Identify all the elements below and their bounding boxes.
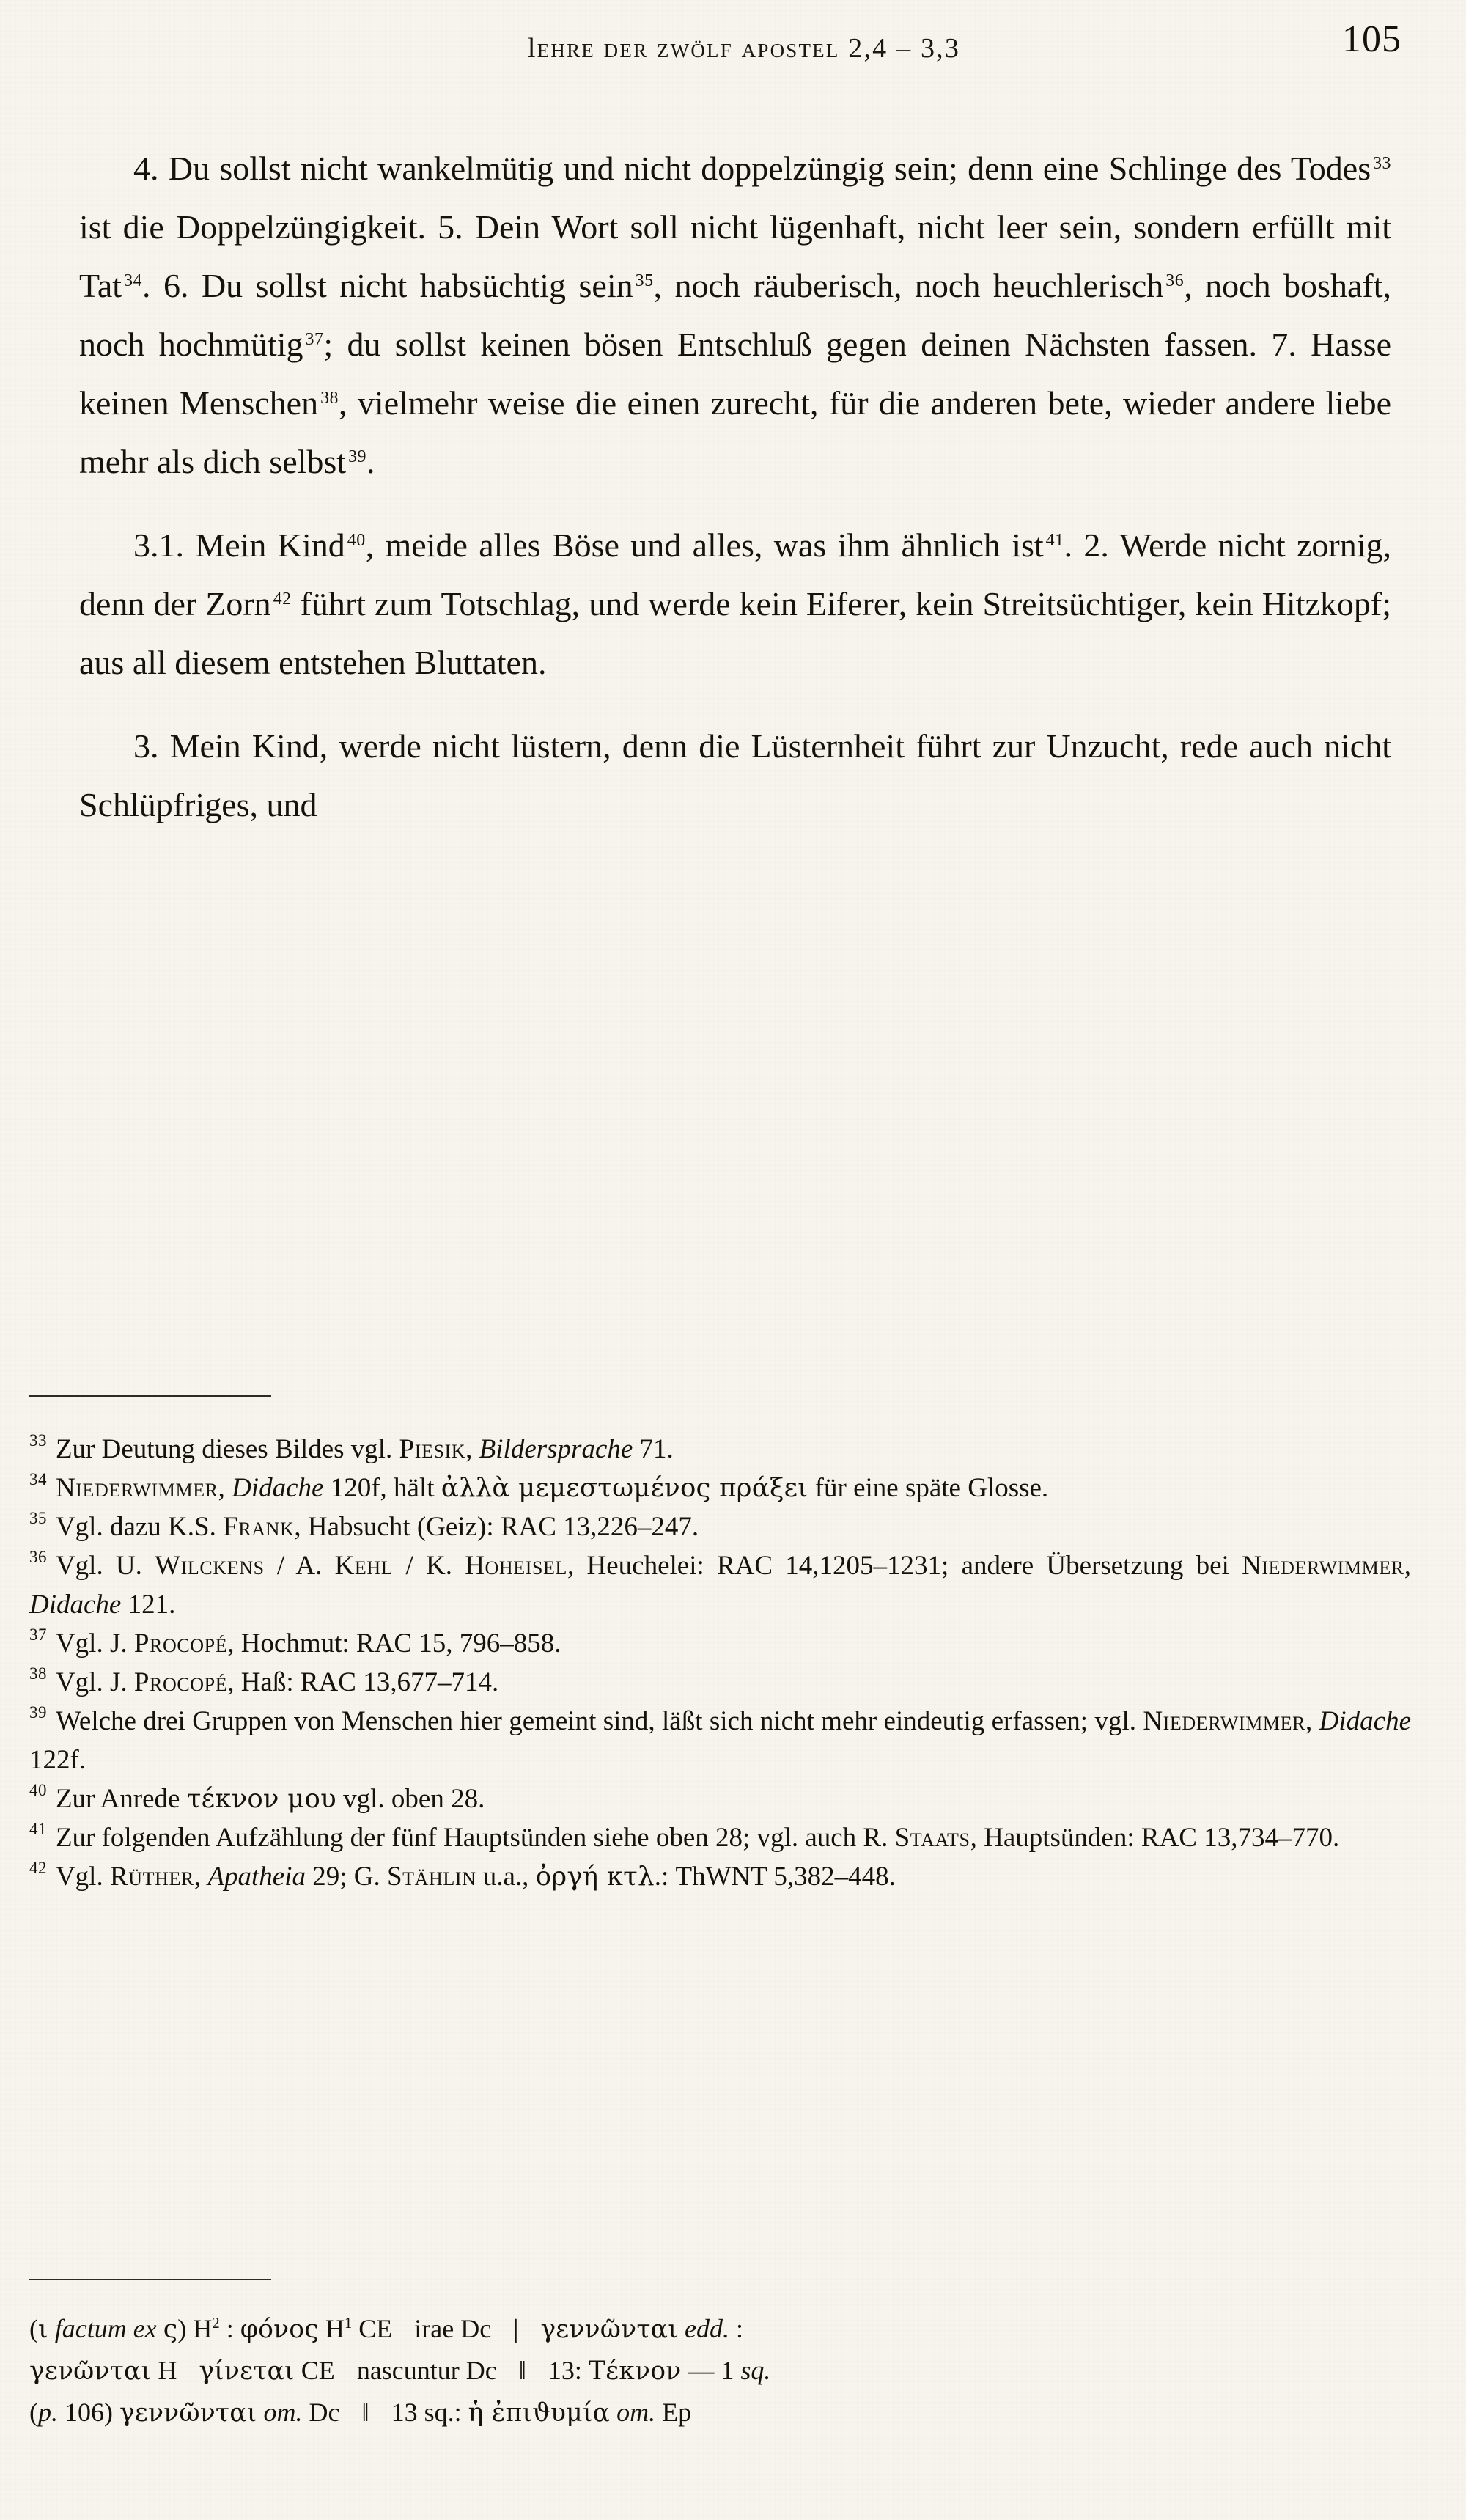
greek-text: γίνεται: [199, 2356, 295, 2386]
italic-title: factum ex: [54, 2314, 157, 2343]
footnote-34: $^{34}$ Niederwimmer, Didache 120f, hält ἀλλὰ μεμεστωμένος πράξει für eine späte Glosse.: [29, 1470, 1049, 1503]
author-name-smallcaps: Staats: [894, 1823, 970, 1853]
italic-title: sq.: [740, 2356, 771, 2385]
greek-text: γεννῶνται: [119, 2398, 257, 2428]
greek-text: τέκνον μου: [186, 1784, 336, 1814]
footnote-marker: 33: [29, 1431, 47, 1450]
author-name-smallcaps: Wilckens: [155, 1551, 265, 1581]
italic-title: Bildersprache: [479, 1434, 633, 1464]
author-name-smallcaps: Procopé: [133, 1667, 228, 1697]
footnote-marker: 36: [29, 1548, 47, 1567]
footnote-reference[interactable]: 38: [320, 389, 339, 408]
footnote-reference[interactable]: 40: [347, 531, 366, 551]
greek-text: Τέκνον: [588, 2356, 682, 2386]
footnote-reference[interactable]: 41: [1045, 531, 1064, 551]
app-line-1: (ι factum ex ς) $H^2$ : φόνος $H^1$ CE irae Dc | γεννῶνται edd. :: [29, 2314, 743, 2344]
italic-title: Didache: [232, 1473, 324, 1503]
manuscript-superscript: 1: [344, 2314, 353, 2332]
footnote-36: $^{36}$ Vgl. U. Wilckens / A. Kehl / K. Hoheisel, Heuchelei: RAC 14,1205–1231; andere Übersetzung bei Niederwimmer, Didache 121.: [29, 1548, 1411, 1620]
footnote-39: $^{39}$ Welche drei Gruppen von Menschen hier gemeint sind, läßt sich nicht mehr eindeutig erfassen; vgl. Niederwimmer, Didache 122f.: [29, 1703, 1412, 1775]
app-line-2: γενῶνται H γίνεται CE nascuntur Dc ‖ 13: Τέκνον — 1 sq.: [29, 2356, 771, 2386]
author-name-smallcaps: Piesik: [399, 1434, 466, 1464]
greek-text: ὀργή κτλ: [535, 1862, 655, 1892]
footnote-reference[interactable]: 33: [1373, 154, 1391, 174]
author-name-smallcaps: Stählin: [386, 1862, 476, 1892]
footnote-40: $^{40}$ Zur Anrede τέκνον μου vgl. oben 28.: [29, 1781, 485, 1814]
footnote-separator-rule: [29, 1395, 271, 1397]
author-name-smallcaps: Rüther: [109, 1862, 194, 1892]
footnote-marker: 41: [29, 1820, 47, 1839]
para-3-3: 3. Mein Kind, werde nicht lüstern, denn die Lüsternheit führt zur Unzucht, rede auch nicht Schlüpfriges, und: [79, 727, 1391, 823]
footnote-reference[interactable]: 39: [348, 447, 366, 467]
footnote-reference[interactable]: 35: [635, 271, 654, 291]
running-head: [88, 32, 1400, 84]
footnote-42: $^{42}$ Vgl. Rüther, Apatheia 29; G. Stählin u.a., ὀργή κτλ.: ThWNT 5,382–448.: [29, 1859, 896, 1892]
italic-title: om.: [263, 2398, 303, 2427]
italic-title: p.: [38, 2398, 58, 2427]
footnote-marker: 37: [29, 1625, 47, 1645]
greek-text: γεννῶνται: [540, 2315, 678, 2344]
body-text: [79, 139, 1391, 834]
italic-title: om.: [616, 2398, 656, 2427]
footnote-35: $^{35}$ Vgl. dazu K.S. Frank, Habsucht (Geiz): RAC 13,226–247.: [29, 1509, 699, 1542]
para-3-1: 3.1. Mein Kind $^{40}$, meide alles Böse und alles, was ihm ähnlich ist $^{41}$. 2. Werde nicht zornig, denn der Zorn $^{42}$ führt zum Totschlag, und werde kein Eiferer, kein Streitsüchtiger, kein Hitzkopf; aus all diesem entstehen Bluttaten.: [79, 526, 1391, 681]
italic-title: Didache: [29, 1590, 122, 1620]
author-name-smallcaps: Frank: [223, 1512, 295, 1542]
footnote-marker: 38: [29, 1664, 47, 1683]
footnote-reference[interactable]: 37: [305, 330, 324, 350]
footnote-38: $^{38}$ Vgl. J. Procopé, Haß: RAC 13,677–714.: [29, 1664, 499, 1697]
author-name-smallcaps: Niederwimmer: [1242, 1551, 1404, 1581]
app-line-3: (p. 106) γεννῶνται om. Dc ‖ 13 sq.: ἡ ἐπιϑυμία om. Ep: [29, 2398, 692, 2428]
italic-title: Apatheia: [207, 1862, 306, 1892]
greek-text: ἀλλὰ μεμεστωμένος πράξει: [441, 1473, 808, 1503]
greek-text: φόνος: [240, 2315, 319, 2344]
footnote-marker: 39: [29, 1703, 47, 1722]
greek-text: γενῶνται: [29, 2356, 152, 2386]
greek-text: ι: [38, 2315, 48, 2344]
footnote-marker: 42: [29, 1859, 47, 1878]
italic-title: Didache: [1319, 1706, 1412, 1736]
footnote-reference[interactable]: 42: [273, 589, 292, 609]
running-head-title: lehre der zwölf apostel 2,4 – 3,3: [527, 33, 961, 64]
footnote-37: $^{37}$ Vgl. J. Procopé, Hochmut: RAC 15, 796–858.: [29, 1625, 561, 1658]
manuscript-superscript: 2: [212, 2314, 220, 2332]
greek-text: ς: [163, 2315, 178, 2344]
footnote-33: $^{33}$ Zur Deutung dieses Bildes vgl. Piesik, Bildersprache 71.: [29, 1431, 674, 1464]
footnote-41: $^{41}$ Zur folgenden Aufzählung der fünf Hauptsünden siehe oben 28; vgl. auch R. Staats, Hauptsünden: RAC 13,734–770.: [29, 1820, 1340, 1853]
critical-apparatus: [29, 2308, 1411, 2433]
footnote-marker: 35: [29, 1509, 47, 1528]
author-name-smallcaps: Hoheisel: [465, 1551, 568, 1581]
page-number: 105: [1342, 18, 1401, 60]
para-2-4: 4. Du sollst nicht wankelmütig und nicht doppelzüngig sein; denn eine Schlinge des Todes $^{33}$ ist die Doppelzüngigkeit. 5. Dein Wort soll nicht lügenhaft, nicht leer sein, sondern erfüllt mit Tat $^{34}$. 6. Du sollst nicht habsüchtig sein $^{35}$, noch räuberisch, noch heuchlerisch $^{36}$, noch boshaft, noch hochmütig $^{37}$; du sollst keinen bösen Entschluß gegen deinen Nächsten fassen. 7. Hasse keinen Menschen $^{38}$, vielmehr weise die einen zurecht, für die anderen bete, wieder andere liebe mehr als dich selbst $^{39}$.: [79, 150, 1391, 480]
author-name-smallcaps: Niederwimmer: [1143, 1706, 1306, 1736]
footnote-marker: 40: [29, 1781, 47, 1800]
italic-title: edd.: [684, 2314, 729, 2343]
author-name-smallcaps: Niederwimmer: [55, 1473, 218, 1503]
footnote-list: [29, 1430, 1411, 1896]
footnote-reference[interactable]: 36: [1165, 271, 1185, 291]
apparatus-separator-rule: [29, 2279, 271, 2280]
footnote-reference[interactable]: 34: [124, 271, 142, 291]
author-name-smallcaps: Kehl: [334, 1551, 394, 1581]
greek-text: ἡ ἐπιϑυμία: [468, 2398, 611, 2428]
author-name-smallcaps: Procopé: [133, 1628, 228, 1658]
footnote-marker: 34: [29, 1470, 47, 1489]
